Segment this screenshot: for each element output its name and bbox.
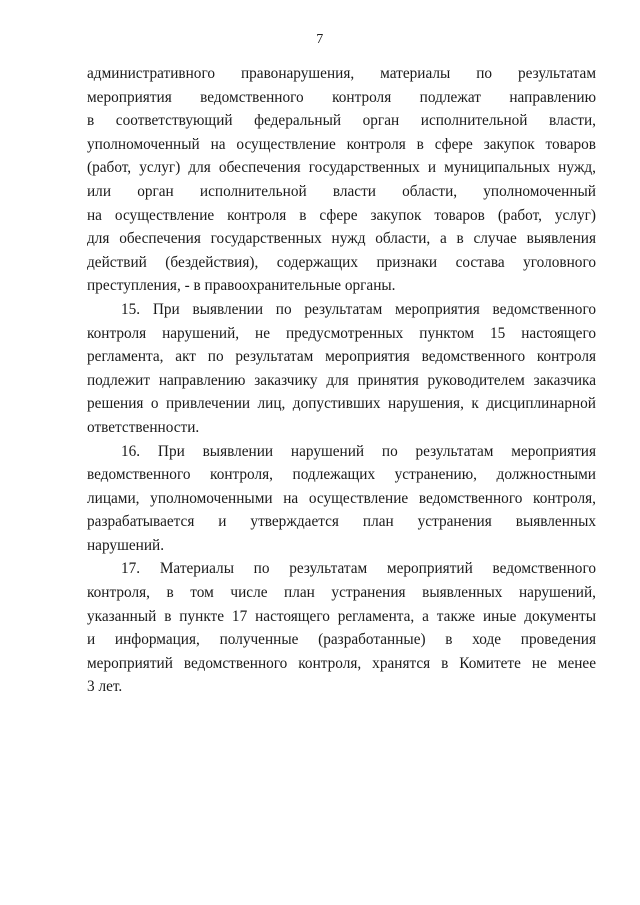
text-line: контроля, в том числе план устранения выявленных нарушений, [87,584,596,602]
text-line: или орган исполнительной власти области, уполномоченный [87,182,596,200]
text-line: указанный в пункте 17 настоящего регламента, а также иные документы [87,607,596,625]
text-line: мероприятий ведомственного контроля, хранятся в Комитете не менее [87,654,596,672]
text-line: 16. При выявлении нарушений по результатам мероприятия [121,442,596,460]
text-line: регламента, акт по результатам мероприятия ведомственного контроля [87,348,596,366]
paragraph-item-16 [87,440,596,558]
page-number: 7 [316,32,324,47]
paragraph-item-15 [87,298,596,440]
paragraph-continuation [87,62,596,298]
text-line: ответственности. [87,418,200,436]
text-line: действий (бездействия), содержащих признаки состава уголовного [87,253,596,271]
text-line: лицами, уполномоченными на осуществление ведомственного контроля, [87,489,596,507]
text-line: разрабатывается и утверждается план устранения выявленных [87,513,596,531]
document-body [87,62,596,699]
text-line: 17. Материалы по результатам мероприятий ведомственного [121,560,596,578]
text-line: в соответствующий федеральный орган исполнительной власти, [87,112,596,130]
text-line: 3 лет. [87,678,123,696]
text-line: для обеспечения государственных нужд области, а в случае выявления [87,230,596,248]
text-line: и информация, полученные (разработанные) в ходе проведения [87,631,596,649]
text-line: контроля нарушений, не предусмотренных пунктом 15 настоящего [87,324,596,342]
text-line: преступления, - в правоохранительные органы. [87,277,396,295]
text-line: административного правонарушения, материалы по результатам [87,65,596,82]
text-line: ведомственного контроля, подлежащих устранению, должностными [87,466,596,484]
text-line: уполномоченный на осуществление контроля в сфере закупок товаров [87,135,596,153]
paragraph-item-17 [87,557,596,699]
text-line: на осуществление контроля в сфере закупок товаров (работ, услуг) [87,206,596,224]
text-line: (работ, услуг) для обеспечения государственных и муниципальных нужд, [87,159,596,177]
text-line: 15. При выявлении по результатам мероприятия ведомственного [121,300,596,318]
text-line: подлежит направлению заказчику для принятия руководителем заказчика [87,371,596,389]
text-line: нарушений. [87,536,165,554]
text-line: решения о привлечении лиц, допустивших нарушения, к дисциплинарной [87,395,596,413]
text-line: мероприятия ведомственного контроля подлежат направлению [87,88,596,106]
